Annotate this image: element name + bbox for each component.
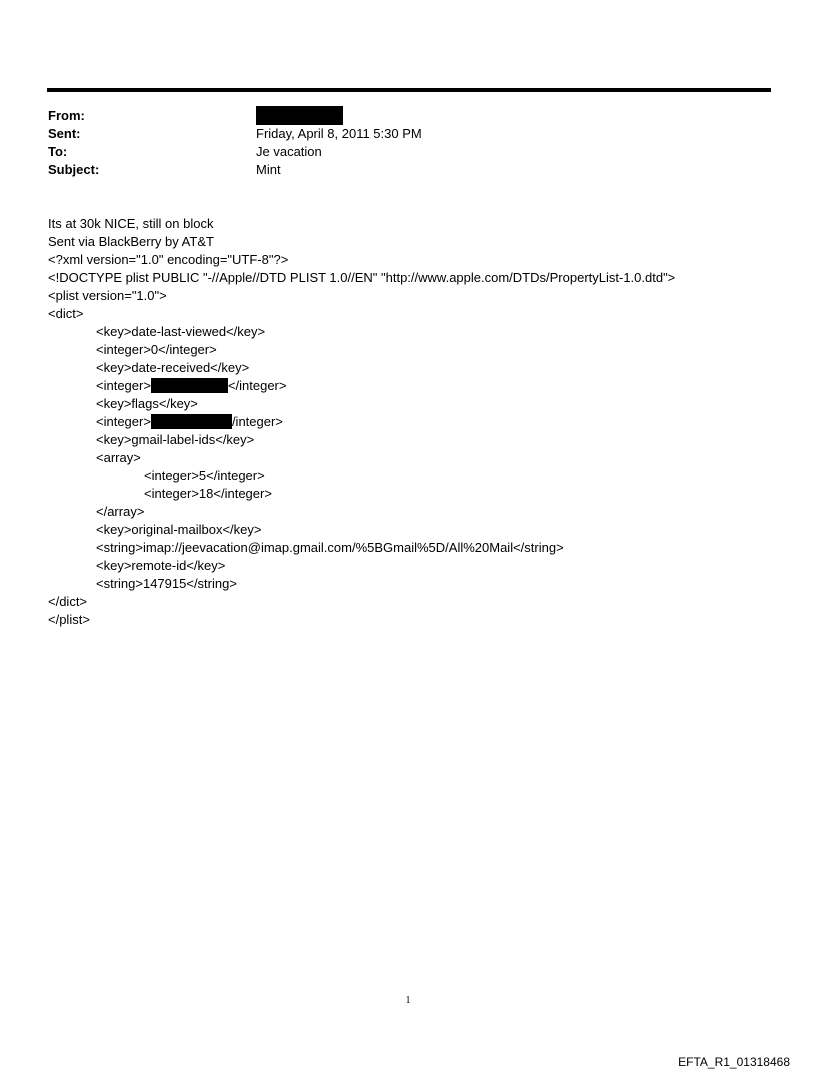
body-line: <!DOCTYPE plist PUBLIC "-//Apple//DTD PLIST 1.0//EN" "http://www.apple.com/DTDs/PropertyList-1.0.dtd">	[48, 270, 676, 285]
body-text: </integer>	[227, 378, 287, 393]
body-line: <key>remote-id</key>	[96, 558, 226, 573]
subject-value: Mint	[256, 162, 281, 177]
body-line: <string>147915</string>	[96, 576, 237, 591]
header-divider	[47, 88, 771, 92]
body-line: </dict>	[48, 594, 88, 609]
body-line: <array>	[96, 450, 141, 465]
body-line: <key>date-last-viewed</key>	[96, 324, 266, 339]
body-line: </array>	[96, 504, 145, 519]
body-line: <string>imap://jeevacation@imap.gmail.com/%5BGmail%5D/All%20Mail</string>	[96, 540, 564, 555]
body-line: <key>date-received</key>	[96, 360, 250, 375]
body-line: <integer>0</integer>	[96, 342, 217, 357]
body-line: <dict>	[48, 306, 84, 321]
redaction-box	[256, 106, 343, 125]
body-line: <key>gmail-label-ids</key>	[96, 432, 255, 447]
body-text: <integer>	[96, 378, 151, 393]
to-label: To:	[48, 144, 68, 159]
body-line-redacted	[48, 413, 768, 431]
sent-value: Friday, April 8, 2011 5:30 PM	[256, 126, 422, 141]
body-line: <plist version="1.0">	[48, 288, 167, 303]
body-line: <key>flags</key>	[96, 396, 198, 411]
body-line: </plist>	[48, 612, 90, 627]
body-line: <?xml version="1.0" encoding="UTF-8"?>	[48, 252, 289, 267]
to-value: Je vacation	[256, 144, 322, 159]
sent-label: Sent:	[48, 126, 81, 141]
bates-number: EFTA_R1_01318468	[678, 1055, 790, 1069]
body-line: <key>original-mailbox</key>	[96, 522, 262, 537]
body-line: <integer>18</integer>	[144, 486, 272, 501]
page-number: 1	[405, 995, 411, 1006]
body-text: <integer>	[96, 414, 151, 429]
from-label: From:	[48, 108, 85, 123]
redaction-box	[151, 414, 232, 429]
body-text: /integer>	[231, 414, 283, 429]
email-body	[48, 215, 768, 629]
from-value-redacted	[256, 107, 343, 125]
body-line-redacted	[48, 377, 768, 395]
redaction-box	[151, 378, 228, 393]
subject-label: Subject:	[48, 162, 100, 177]
body-line: <integer>5</integer>	[144, 468, 265, 483]
body-line: Its at 30k NICE, still on block	[48, 216, 214, 231]
body-line: Sent via BlackBerry by AT&T	[48, 234, 214, 249]
